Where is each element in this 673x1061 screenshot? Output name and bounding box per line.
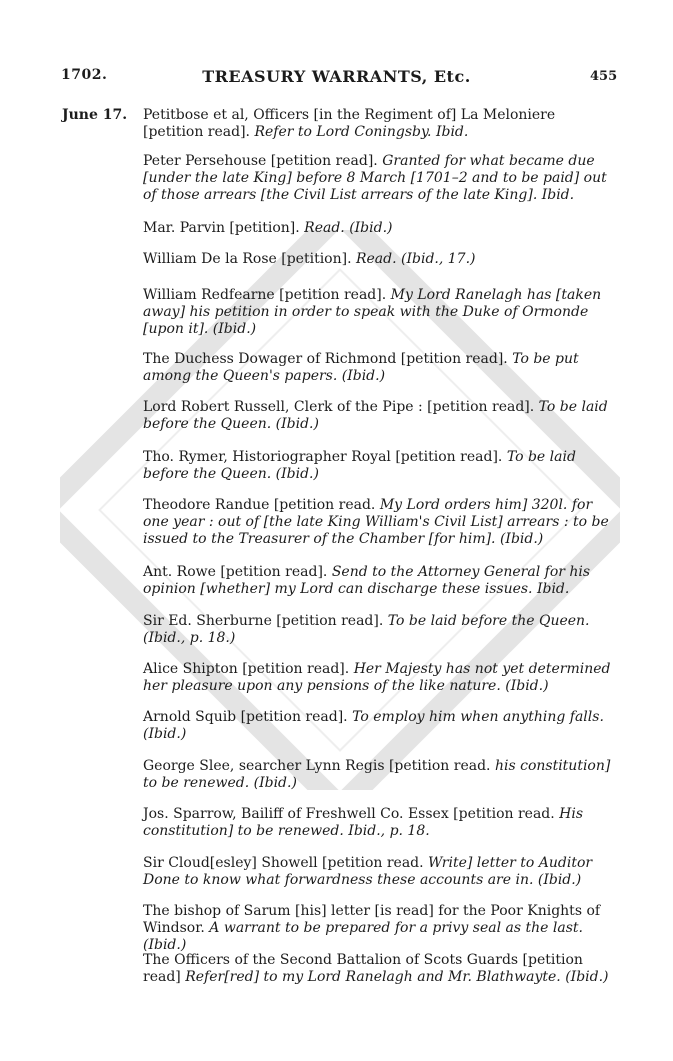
entry-12 [143,661,616,695]
entry-note: Write] letter to Auditor Done to know what forwardness these accounts are in. (Ibid.) [143,855,593,888]
entry-5 [143,287,616,338]
entry-note: To be laid before the Queen. (Ibid.) [143,399,608,432]
entry-4 [143,251,616,268]
entry-18 [143,952,616,986]
entry-date: June 17. [62,107,128,123]
header-year: 1702. [61,67,108,83]
entry-text: Mar. Parvin [petition]. [143,220,300,236]
entry-text: Sir Ed. Sherburne [petition read]. [143,613,384,629]
entry-text: Arnold Squib [petition read]. [143,709,348,725]
entry-14 [143,758,616,792]
entry-16 [143,855,616,889]
entry-note: Her Majesty has not yet determined her pleasure upon any pensions of the like nature. (Ibid.) [143,661,611,694]
entry-text: Peter Persehouse [petition read]. [143,153,378,169]
entry-note: To employ him when anything falls. (Ibid.) [143,709,604,742]
entry-1 [143,107,616,141]
entry-text: William Redfearne [petition read]. [143,287,387,303]
entry-note: To be put among the Queen's papers. (Ibid.) [143,351,579,384]
entry-7 [143,399,616,433]
header-title: TREASURY WARRANTS, Etc. [202,67,471,86]
entry-text: The Duchess Dowager of Richmond [petition read]. [143,351,508,367]
entry-note: Granted for what became due [under the late King] before 8 March [1701–2 and to be paid] out of those arrears [the Civil List arrears of the late King]. Ibid. [143,153,607,203]
entry-note: Read. (Ibid.) [304,220,393,236]
entry-11 [143,613,616,647]
entry-3 [143,220,616,237]
entry-15 [143,806,616,840]
entry-17 [143,903,616,954]
entry-10 [143,564,616,598]
entry-note: To be laid before the Queen. (Ibid.) [143,449,576,482]
entry-text: Tho. Rymer, Historiographer Royal [petition read]. [143,449,503,465]
entry-note: Read. (Ibid., 17.) [355,251,476,267]
entry-text: Ant. Rowe [petition read]. [143,564,328,580]
entry-text: William De la Rose [petition]. [143,251,352,267]
entry-text: The bishop of Sarum [his] letter [is read] for the Poor Knights of Windsor. [143,903,601,936]
entry-8 [143,449,616,483]
entry-note: To be laid before the Queen. (Ibid., p. 18.) [143,613,590,646]
entry-note: Refer to Lord Coningsby. Ibid. [254,124,469,140]
entry-13 [143,709,616,743]
entry-text: George Slee, searcher Lynn Regis [petition read. [143,758,491,774]
entry-text: Sir Cloud[esley] Showell [petition read. [143,855,424,871]
entry-6 [143,351,616,385]
page-number: 455 [590,69,618,84]
entry-note: My Lord orders him] 320l. for one year : out of [the late King William's Civil List] arrears : to be issued to the Treasurer of the Chamber [for him]. (Ibid.) [143,497,609,547]
entry-9 [143,497,616,548]
entry-note: his constitution] to be renewed. (Ibid.) [143,758,611,791]
entry-text: Alice Shipton [petition read]. [143,661,350,677]
entry-text: Theodore Randue [petition read. [143,497,376,513]
entry-note: Refer[red] to my Lord Ranelagh and Mr. Blathwayte. (Ibid.) [185,969,609,985]
entry-note: A warrant to be prepared for a privy seal as the last. (Ibid.) [143,920,583,953]
entry-note: My Lord Ranelagh has [taken away] his petition in order to speak with the Duke of Ormonde [upon it]. (Ibid.) [143,287,602,337]
entry-text: Lord Robert Russell, Clerk of the Pipe : [petition read]. [143,399,535,415]
entry-text: The Officers of the Second Battalion of Scots Guards [petition read] [143,952,583,985]
entry-2 [143,153,616,204]
entry-text: Jos. Sparrow, Bailiff of Freshwell Co. Essex [petition read. [143,806,555,822]
entry-note: Send to the Attorney General for his opinion [whether] my Lord can discharge these issues. Ibid. [143,564,591,597]
entry-text: Petitbose et al, Officers [in the Regiment of] La Meloniere [petition read]. [143,107,556,140]
entry-note: His constitution] to be renewed. Ibid., p. 18. [143,806,584,839]
